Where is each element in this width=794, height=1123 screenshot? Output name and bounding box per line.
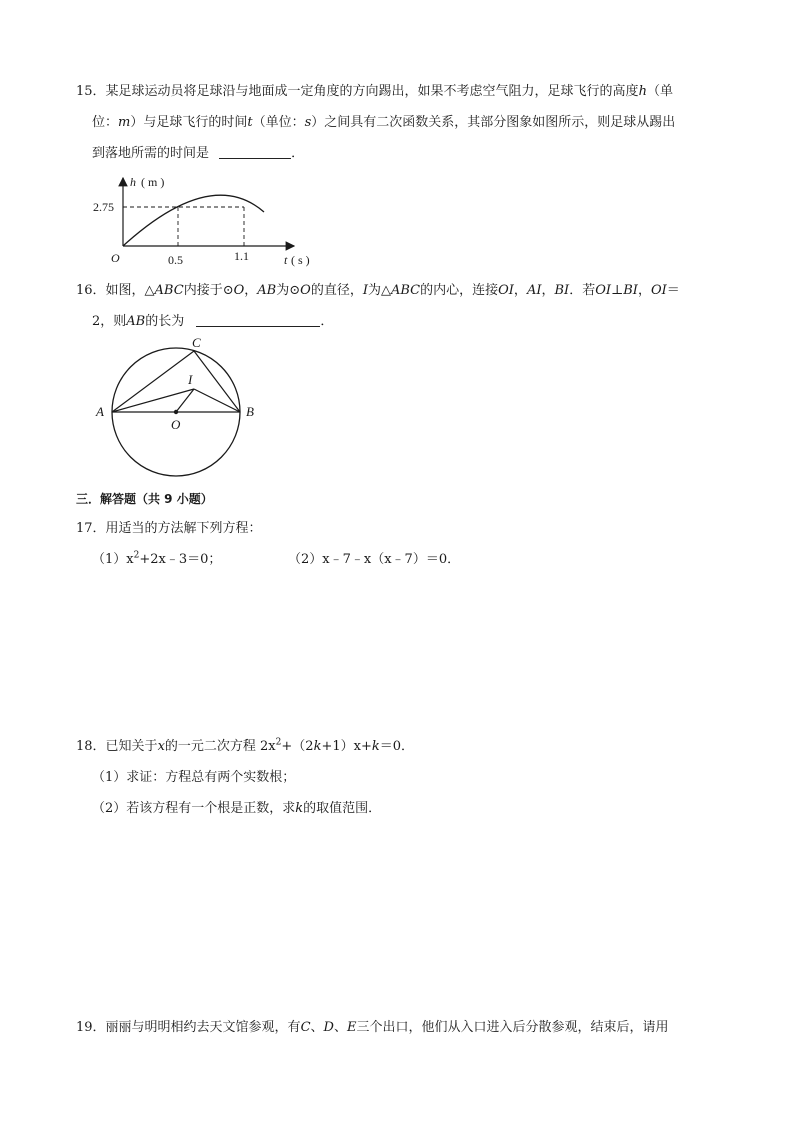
q16-line-1: 16．如图，△ABC内接于⊙O，AB为⊙O的直径，I为△ABC的内心，连接OI，AI，BI．若OI⊥BI，OI＝ — [76, 283, 680, 298]
q16-figure — [90, 332, 260, 482]
q17-part-2: （2）x﹣7﹣x（x﹣7）＝0． — [288, 552, 461, 567]
q15-answer-blank[interactable] — [219, 158, 291, 159]
q18-part-1: （1）求证：方程总有两个实数根； — [92, 770, 296, 785]
q16-line-2: 2，则AB的长为 ． — [92, 314, 334, 329]
q15-graph — [80, 170, 310, 270]
segment-bi — [194, 389, 240, 412]
q16-answer-blank[interactable] — [196, 326, 320, 327]
segment-ai — [112, 389, 194, 412]
x-tick-1.1: 1.1 — [234, 249, 249, 263]
label-a: A — [96, 404, 104, 419]
q16-number: 16． — [76, 283, 106, 298]
segment-ac — [112, 351, 194, 412]
q19-number: 19． — [76, 1020, 106, 1035]
q15-number: 15． — [76, 84, 106, 99]
q17-line-1: 17．用适当的方法解下列方程： — [76, 521, 262, 536]
y-tick-2.75: 2.75 — [93, 200, 114, 214]
label-c: C — [192, 335, 201, 350]
q17-number: 17． — [76, 521, 106, 536]
x-axis-var: t — [284, 253, 288, 267]
center-point — [174, 410, 178, 414]
q18-line-1: 18．已知关于x的一元二次方程 $2x^2+(2k+1)x+k=0$． — [76, 737, 415, 754]
y-axis-var: h — [130, 175, 136, 189]
q15-line-3: 到落地所需的时间是 ． — [92, 146, 305, 161]
label-i: I — [188, 372, 193, 387]
section-3-title: 三．解答题（共 9 小题） — [76, 492, 213, 506]
q17-part-1: $(1)x^2+2x﹣3=0$； — [92, 550, 222, 567]
q18-number: 18． — [76, 739, 106, 754]
x-tick-0.5: 0.5 — [168, 253, 183, 267]
trajectory-curve — [123, 195, 264, 246]
q15-line-2: 位：m）与足球飞行的时间t（单位：s）之间具有二次函数关系，其部分图象如图所示，则足球从踢出 — [92, 115, 676, 130]
label-b: B — [246, 404, 254, 419]
x-axis-unit: ( s ) — [291, 253, 310, 267]
segment-oi — [176, 389, 194, 412]
label-o: O — [171, 417, 181, 432]
q18-part-2: （2）若该方程有一个根是正数，求k的取值范围． — [92, 801, 382, 816]
segment-bc — [194, 351, 240, 412]
q19-line-1: 19．丽丽与明明相约去天文馆参观，有C、D、E三个出口，他们从入口进入后分散参观，结束后，请用 — [76, 1020, 669, 1035]
y-axis-unit: ( m ) — [141, 175, 165, 189]
origin-label: O — [111, 251, 120, 265]
q15-line-1: 15．某足球运动员将足球沿与地面成一定角度的方向踢出，如果不考虑空气阻力，足球飞行的高度h（单 — [76, 84, 673, 99]
